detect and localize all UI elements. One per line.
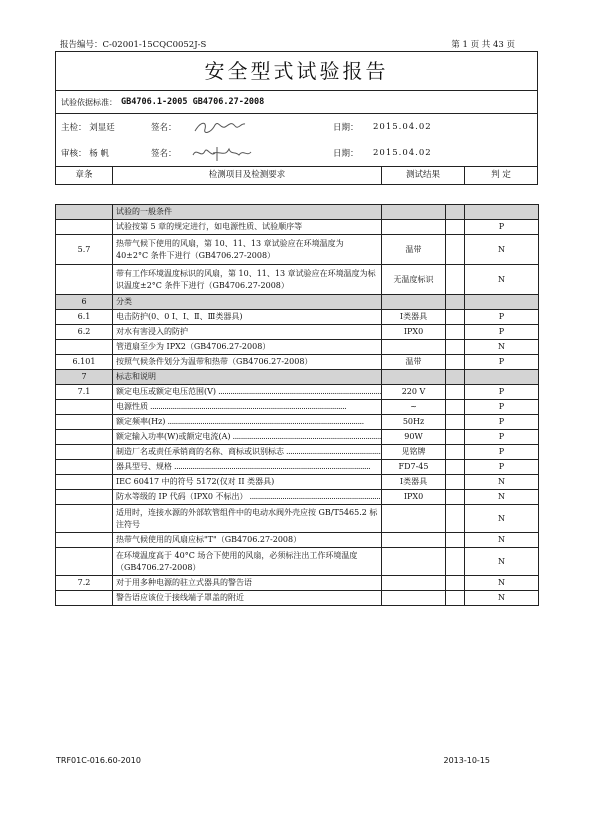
item-cell: [113, 475, 382, 490]
verdict-text: N: [498, 274, 505, 284]
clause-text: 6.101: [72, 357, 96, 366]
spacer-cell: [446, 385, 465, 400]
spacer-cell: [446, 310, 465, 325]
table-row: [56, 533, 539, 548]
verdict-cell: [465, 310, 539, 325]
verdict-text: P: [498, 402, 505, 411]
clause-cell: [56, 548, 113, 576]
table-row: [56, 325, 539, 340]
item-cell: [113, 355, 382, 370]
item-cell: [113, 340, 382, 355]
spacer-cell: [446, 460, 465, 475]
item-text: 管道扇至少为 IPX2（GB4706.27-2008）: [116, 342, 271, 351]
col-item: 检测项目及检测要求: [113, 167, 382, 184]
verdict-cell: [465, 370, 539, 385]
clause-cell: [56, 430, 113, 445]
result-cell: [382, 295, 446, 310]
item-cell: [113, 310, 382, 325]
verdict-text: N: [498, 535, 505, 544]
table-row: [56, 576, 539, 591]
verdict-text: N: [498, 244, 505, 254]
table-row: [56, 548, 539, 576]
results-table: [55, 204, 539, 606]
verdict-cell: [465, 576, 539, 591]
spacer-cell: [446, 591, 465, 606]
clause-cell: [56, 295, 113, 310]
result-cell: [382, 445, 446, 460]
item-cell: [113, 490, 382, 505]
result-cell: [382, 325, 446, 340]
verdict-text: N: [498, 513, 505, 523]
standard-value: GB4706.1-2005 GB4706.27-2008: [121, 97, 265, 107]
item-text: 制造厂名或责任承销商的名称、商标或识别标志 .....: [116, 447, 382, 456]
section-row: [56, 205, 539, 220]
table-row: [56, 445, 539, 460]
clause-cell: [56, 490, 113, 505]
verdict-cell: [465, 355, 539, 370]
result-text: 无温度标识: [393, 274, 434, 284]
reviewer-date-label: 日期：: [333, 149, 359, 159]
table-row: [56, 385, 539, 400]
result-cell: [382, 205, 446, 220]
result-text: 50Hz: [402, 417, 425, 426]
clause-text: 7.2: [77, 578, 91, 587]
result-text: Ⅰ类器具: [399, 312, 428, 321]
item-cell: [113, 385, 382, 400]
inspector-name: 主检： 刘显廷: [61, 123, 115, 133]
table-row: [56, 400, 539, 415]
table-row: [56, 265, 539, 295]
item-text: 标志和说明: [116, 372, 156, 381]
result-text: IPX0: [403, 327, 424, 336]
result-cell: [382, 235, 446, 265]
spacer-cell: [446, 490, 465, 505]
item-cell: [113, 400, 382, 415]
result-cell: [382, 591, 446, 606]
section-row: [56, 295, 539, 310]
clause-cell: [56, 445, 113, 460]
clause-cell: [56, 355, 113, 370]
clause-cell: [56, 576, 113, 591]
col-result: 测试结果: [382, 167, 465, 184]
clause-cell: [56, 460, 113, 475]
item-text: 按照气候条件划分为温带和热带（GB4706.27-2008）: [116, 357, 313, 366]
item-text: 防水等级的 IP 代码（IPX0 不标出） .....: [116, 492, 382, 501]
item-text: 试验按第 5 章的规定进行，如电源性质、试验顺序等: [116, 222, 303, 231]
item-cell: [113, 430, 382, 445]
spacer-cell: [446, 205, 465, 220]
item-cell: [113, 295, 382, 310]
table-row: [56, 355, 539, 370]
table-row: [56, 310, 539, 325]
verdict-cell: [465, 400, 539, 415]
clause-cell: [56, 325, 113, 340]
result-cell: [382, 265, 446, 295]
result-cell: [382, 340, 446, 355]
verdict-text: P: [498, 327, 505, 336]
clause-text: 6.2: [77, 327, 91, 336]
result-cell: [382, 385, 446, 400]
item-text: 试验的一般条件: [116, 207, 172, 216]
result-text: Ⅰ类器具: [399, 477, 428, 486]
spacer-cell: [446, 576, 465, 591]
clause-cell: [56, 220, 113, 235]
spacer-cell: [446, 430, 465, 445]
clause-text: 7: [81, 372, 87, 381]
verdict-cell: [465, 385, 539, 400]
verdict-cell: [465, 235, 539, 265]
col-verdict: 判 定: [491, 170, 511, 180]
result-cell: [382, 430, 446, 445]
item-text: 适用时，连接水源的外部软管组件中的电动水阀外壳应按 GB/T5465.2 标注符号: [116, 507, 378, 529]
clause-cell: [56, 533, 113, 548]
verdict-cell: [465, 475, 539, 490]
clause-text: 6: [81, 297, 87, 306]
clause-cell: [56, 265, 113, 295]
verdict-cell: [465, 490, 539, 505]
verdict-text: P: [498, 387, 505, 396]
reviewer-sign-label: 签名：: [151, 149, 177, 159]
result-cell: [382, 220, 446, 235]
result-text: 温带: [405, 357, 422, 366]
item-text: 热带气候下使用的风扇，第 10、11、13 章试验应在环境温度为 40±2°C 条件下进行（GB4706.27-2008）: [116, 238, 344, 260]
item-text: 额定输入功率(W)或额定电流(A) .....: [116, 432, 382, 441]
result-cell: [382, 490, 446, 505]
item-cell: [113, 505, 382, 533]
item-text: 对水有害浸入的防护: [116, 327, 188, 336]
inspector-date: 2015.04.02: [373, 122, 432, 132]
item-cell: [113, 220, 382, 235]
verdict-cell: [465, 445, 539, 460]
table-row: [56, 220, 539, 235]
verdict-cell: [465, 205, 539, 220]
form-number: TRF01C-016.60-2010: [56, 756, 141, 765]
clause-text: 6.1: [77, 312, 91, 321]
result-cell: [382, 310, 446, 325]
report-number: 报告编号：C-02001-15CQC0052J-S: [60, 40, 207, 50]
verdict-text: P: [498, 312, 505, 321]
spacer-cell: [446, 445, 465, 460]
item-cell: [113, 235, 382, 265]
verdict-text: N: [498, 593, 505, 602]
spacer-cell: [446, 220, 465, 235]
clause-cell: [56, 370, 113, 385]
result-text: FD7-45: [398, 462, 429, 471]
report-title: 安全型式试验报告: [56, 52, 537, 91]
verdict-cell: [465, 505, 539, 533]
table-row: [56, 505, 539, 533]
result-cell: [382, 400, 446, 415]
clause-cell: [56, 205, 113, 220]
spacer-cell: [446, 533, 465, 548]
reviewer-date: 2015.04.02: [373, 148, 432, 158]
table-row: [56, 340, 539, 355]
result-cell: [382, 355, 446, 370]
spacer-cell: [446, 400, 465, 415]
result-cell: [382, 505, 446, 533]
standard-label: 试验依据标准：: [61, 97, 117, 107]
item-text: 热带气候使用的风扇应标"T"（GB4706.27-2008）: [116, 535, 302, 544]
footer: [56, 756, 490, 765]
result-cell: [382, 475, 446, 490]
verdict-text: N: [498, 578, 505, 587]
spacer-cell: [446, 265, 465, 295]
verdict-text: P: [498, 357, 505, 366]
clause-text: 5.7: [77, 244, 91, 254]
table-row: [56, 591, 539, 606]
item-text: 额定频率(Hz) .....: [116, 417, 364, 426]
item-text: 电源性质 .....: [116, 402, 346, 411]
result-text: 温带: [405, 244, 422, 254]
reviewer-signature-image: [191, 143, 331, 163]
table-row: [56, 475, 539, 490]
item-cell: [113, 445, 382, 460]
item-cell: [113, 370, 382, 385]
verdict-cell: [465, 548, 539, 576]
result-cell: [382, 548, 446, 576]
spacer-cell: [446, 340, 465, 355]
item-cell: [113, 205, 382, 220]
verdict-cell: [465, 220, 539, 235]
item-text: 电击防护(0、0 Ⅰ、Ⅰ、Ⅱ、Ⅲ类器具): [116, 312, 243, 321]
result-text: ~: [410, 402, 417, 411]
item-cell: [113, 460, 382, 475]
spacer-cell: [446, 415, 465, 430]
result-cell: [382, 576, 446, 591]
verdict-cell: [465, 591, 539, 606]
verdict-text: P: [498, 462, 505, 471]
table-row: [56, 490, 539, 505]
verdict-cell: [465, 460, 539, 475]
spacer-cell: [446, 325, 465, 340]
clause-cell: [56, 235, 113, 265]
column-headers: [56, 167, 537, 184]
item-cell: [113, 533, 382, 548]
item-text: 警告语应该位于接线端子罩盖的附近: [116, 593, 244, 602]
item-text: 分类: [116, 297, 132, 306]
inspector-date-label: 日期：: [333, 123, 359, 133]
col-clause: 章条: [56, 167, 113, 184]
verdict-text: P: [498, 447, 505, 456]
standard-row: [56, 91, 537, 114]
item-cell: [113, 325, 382, 340]
reviewer-name: 审核： 杨 帆: [61, 149, 109, 159]
report-header: [55, 51, 538, 185]
verdict-cell: [465, 265, 539, 295]
item-text: IEC 60417 中的符号 5172(仅对 II 类器具): [116, 477, 275, 486]
clause-cell: [56, 505, 113, 533]
clause-cell: [56, 415, 113, 430]
result-cell: [382, 460, 446, 475]
clause-cell: [56, 591, 113, 606]
table-row: [56, 415, 539, 430]
spacer-cell: [446, 505, 465, 533]
table-row: [56, 235, 539, 265]
item-text: 器具型号、规格 .....: [116, 462, 370, 471]
spacer-cell: [446, 355, 465, 370]
reviewer-row: [56, 140, 537, 167]
item-cell: [113, 548, 382, 576]
clause-cell: [56, 400, 113, 415]
top-line: [60, 38, 515, 50]
spacer-cell: [446, 475, 465, 490]
section-row: [56, 370, 539, 385]
clause-cell: [56, 385, 113, 400]
result-cell: [382, 415, 446, 430]
page-indicator: 第 1 页 共 43 页: [451, 40, 515, 50]
verdict-cell: [465, 325, 539, 340]
verdict-cell: [465, 295, 539, 310]
verdict-cell: [465, 430, 539, 445]
result-text: IPX0: [403, 492, 424, 501]
item-cell: [113, 591, 382, 606]
verdict-text: N: [498, 556, 505, 566]
verdict-cell: [465, 415, 539, 430]
verdict-text: P: [498, 432, 505, 441]
item-cell: [113, 576, 382, 591]
item-cell: [113, 415, 382, 430]
verdict-text: P: [498, 417, 505, 426]
result-text: 90W: [404, 432, 423, 441]
result-text: 220 V: [401, 387, 426, 396]
clause-cell: [56, 310, 113, 325]
table-row: [56, 430, 539, 445]
spacer-cell: [446, 235, 465, 265]
result-cell: [382, 533, 446, 548]
clause-text: 7.1: [77, 387, 91, 396]
inspector-row: [56, 114, 537, 140]
inspector-signature-image: [191, 117, 331, 137]
spacer-cell: [446, 370, 465, 385]
result-cell: [382, 370, 446, 385]
item-text: 对于用多种电源的驻立式器具的警告语: [116, 578, 252, 587]
spacer-cell: [446, 548, 465, 576]
table-row: [56, 460, 539, 475]
verdict-cell: [465, 533, 539, 548]
verdict-cell: [465, 340, 539, 355]
item-text: 在环境温度高于 40°C 场合下使用的风扇，必须标注出工作环境温度（GB4706.27-2008）: [116, 550, 358, 572]
item-cell: [113, 265, 382, 295]
verdict-text: N: [498, 477, 505, 486]
verdict-text: N: [498, 492, 505, 501]
form-date: 2013-10-15: [443, 756, 490, 765]
item-text: 带有工作环境温度标识的风扇，第 10、11、13 章试验应在环境温度为标识温度±2°C 条件下进行（GB4706.27-2008）: [116, 268, 376, 290]
result-text: 见铭牌: [401, 447, 426, 456]
spacer-cell: [446, 295, 465, 310]
verdict-text: N: [498, 342, 505, 351]
clause-cell: [56, 340, 113, 355]
item-text: 额定电压或额定电压范围(V) .....: [116, 387, 382, 396]
verdict-text: P: [498, 222, 505, 231]
inspector-sign-label: 签名：: [151, 123, 177, 133]
clause-cell: [56, 475, 113, 490]
